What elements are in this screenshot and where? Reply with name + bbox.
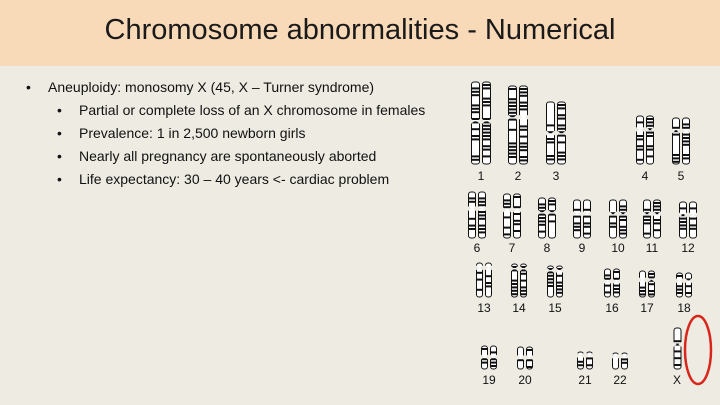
chromosome-pair-2-a xyxy=(508,86,517,164)
karyotype-label-17: 17 xyxy=(640,301,654,315)
chromosome-x-single xyxy=(673,328,681,369)
chromosome-pair-13-b xyxy=(485,263,492,297)
bullet-marker: • xyxy=(26,79,31,95)
chromosome-pair-13-a xyxy=(476,263,483,297)
chromosome-pair-4-a xyxy=(636,116,644,164)
chromosome-pair-11-b xyxy=(653,200,661,238)
bullet-sub-text: Nearly all pregnancy are spontaneously aborted xyxy=(79,148,377,164)
chromosome-pair-18-a xyxy=(676,273,683,297)
chromosome-pair-7-b xyxy=(513,194,521,238)
chromosome-pair-15-b xyxy=(556,266,563,297)
chromosome-pair-3-b xyxy=(557,102,566,164)
karyotype-label-20: 20 xyxy=(518,373,532,387)
karyotype-label-9: 9 xyxy=(578,241,586,255)
bullet-sub-text: Partial or complete loss of an X chromosome in females xyxy=(79,102,426,118)
chromosome-pair-19-b xyxy=(490,346,497,369)
karyotype-label-13: 13 xyxy=(477,301,491,315)
chromosome-pair-4-b xyxy=(646,116,654,164)
chromosome-pair-1-a xyxy=(471,82,480,164)
karyotype-label-6: 6 xyxy=(473,241,481,255)
karyotype-label-15: 15 xyxy=(548,301,562,315)
chromosome-pair-19-a xyxy=(481,346,488,369)
bullet-sub-text: Prevalence: 1 in 2,500 newborn girls xyxy=(79,125,306,141)
chromosome-pair-7-a xyxy=(503,194,511,238)
bullet-marker: • xyxy=(57,171,62,187)
karyotype-label-X: X xyxy=(672,373,682,387)
chromosome-pair-20-b xyxy=(526,347,533,369)
chromosome-pair-20-a xyxy=(517,347,524,369)
chromosome-pair-2-b xyxy=(519,86,528,164)
chromosome-pair-18-b xyxy=(685,273,692,297)
chromosome-pair-10-b xyxy=(619,200,627,238)
karyotype-label-8: 8 xyxy=(543,241,551,255)
chromosome-pair-22-b xyxy=(621,353,628,369)
chromosome-pair-8-b xyxy=(548,198,556,238)
chromosome-pair-5-a xyxy=(672,118,680,164)
bullet-sub-text: Life expectancy: 30 – 40 years <- cardiac problem xyxy=(79,171,390,187)
chromosome-pair-17-a xyxy=(639,271,646,297)
chromosome-pair-9-b xyxy=(583,200,591,238)
karyotype-label-7: 7 xyxy=(508,241,516,255)
karyotype-label-12: 12 xyxy=(681,241,695,255)
karyotype-label-22: 22 xyxy=(613,373,627,387)
karyotype-label-16: 16 xyxy=(605,301,619,315)
chromosome-pair-3-a xyxy=(546,102,555,164)
chromosome-pair-11-a xyxy=(643,200,651,238)
chromosome-pair-15-a xyxy=(547,266,554,297)
x-chromosome-highlight-circle xyxy=(685,316,711,384)
chromosome-pair-12-b xyxy=(689,202,697,238)
chromosome-pair-12-a xyxy=(679,202,687,238)
chromosome-pair-6-b xyxy=(478,192,486,238)
karyotype-label-10: 10 xyxy=(611,241,625,255)
karyotype-label-18: 18 xyxy=(677,301,691,315)
karyotype-label-2: 2 xyxy=(514,169,522,183)
bullet-marker: • xyxy=(57,125,62,141)
karyotype-label-3: 3 xyxy=(552,169,560,183)
chromosome-pair-17-b xyxy=(648,271,655,297)
bullet-marker: • xyxy=(57,148,62,164)
karyotype-label-14: 14 xyxy=(512,301,526,315)
karyotype-label-1: 1 xyxy=(477,169,485,183)
chromosome-pair-5-b xyxy=(682,118,690,164)
karyotype-label-19: 19 xyxy=(482,373,496,387)
chromosome-pair-21-a xyxy=(577,352,584,369)
chromosome-pair-1-b xyxy=(482,82,491,164)
chromosome-pair-22-a xyxy=(612,353,619,369)
bullet-main-text: Aneuploidy: monosomy X (45, X – Turner syndrome) xyxy=(48,79,375,95)
chromosome-pair-9-a xyxy=(573,200,581,238)
karyotype-label-4: 4 xyxy=(641,169,649,183)
page-title: Chromosome abnormalities - Numerical xyxy=(104,14,616,46)
chromosome-pair-14-b xyxy=(520,264,527,297)
chromosome-pair-16-b xyxy=(613,269,620,297)
chromosome-pair-16-a xyxy=(604,269,611,297)
chromosome-pair-8-a xyxy=(538,198,546,238)
chromosome-pair-14-a xyxy=(511,264,518,297)
karyotype-label-5: 5 xyxy=(677,169,685,183)
chromosome-pair-6-a xyxy=(468,192,476,238)
karyotype-label-21: 21 xyxy=(578,373,592,387)
karyotype-label-11: 11 xyxy=(645,241,659,255)
chromosome-pair-21-b xyxy=(586,352,593,369)
bullet-marker: • xyxy=(57,102,62,118)
chromosome-pair-10-a xyxy=(609,200,617,238)
